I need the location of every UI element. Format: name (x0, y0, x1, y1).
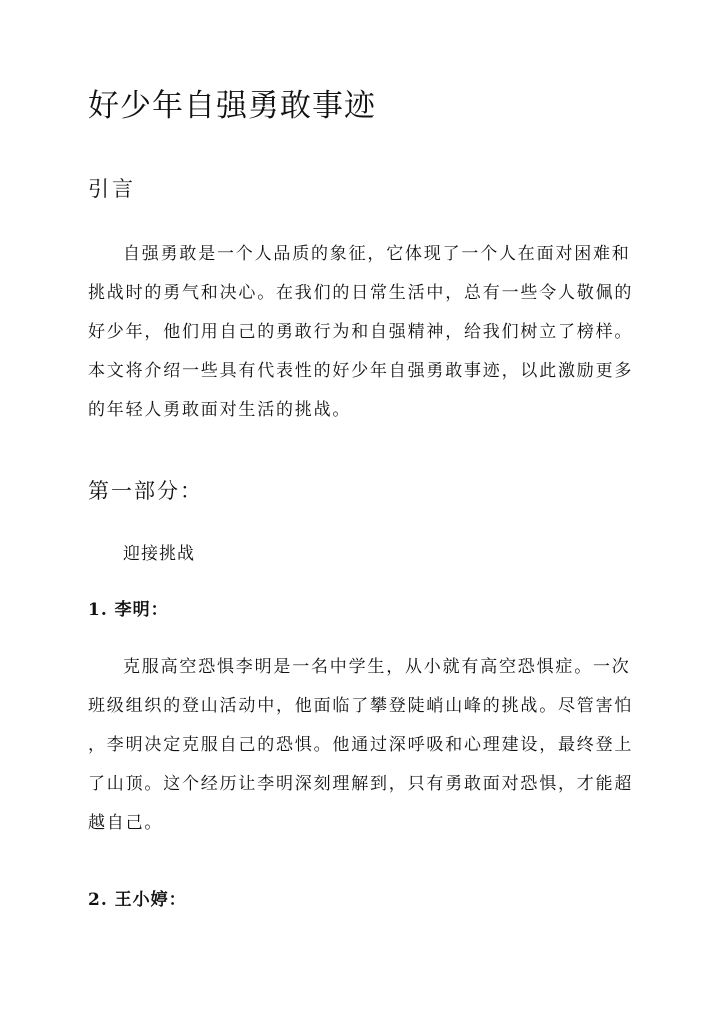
intro-heading: 引言 (88, 177, 136, 201)
document-title: 好少年自强勇敢事迹 (88, 88, 376, 124)
intro-paragraph (88, 235, 633, 430)
part1-heading: 第一部分： (88, 479, 203, 503)
paragraph-line: 挑战时的勇气和决心。在我们的日常生活中，总有一些令人敬佩的 (88, 283, 634, 303)
paragraph-line: 克服高空恐惧李明是一名中学生，从小就有高空恐惧症。一次 (123, 657, 631, 677)
paragraph-line: 了山顶。这个经历让李明深刻理解到，只有勇敢面对恐惧，才能超 (88, 774, 634, 794)
item-2-label: 2. 王小婷： (88, 890, 187, 910)
item-1-label: 1. 李明： (88, 600, 169, 620)
paragraph-line: 好少年，他们用自己的勇敢行为和自强精神，给我们树立了榜样。 (88, 322, 634, 342)
paragraph-line: 越自己。 (88, 813, 164, 833)
paragraph-line: 的年轻人勇敢面对生活的挑战。 (88, 400, 352, 420)
part1-subheading: 迎接挑战 (123, 544, 195, 564)
item-1-paragraph (88, 648, 633, 843)
paragraph-line: 本文将介绍一些具有代表性的好少年自强勇敢事迹，以此激励更多 (88, 361, 634, 381)
paragraph-line: 班级组织的登山活动中，他面临了攀登陡峭山峰的挑战。尽管害怕 (88, 696, 634, 716)
paragraph-line: ，李明决定克服自己的恐惧。他通过深呼吸和心理建设，最终登上 (88, 735, 634, 755)
paragraph-line: 自强勇敢是一个人品质的象征，它体现了一个人在面对困难和 (123, 244, 631, 264)
